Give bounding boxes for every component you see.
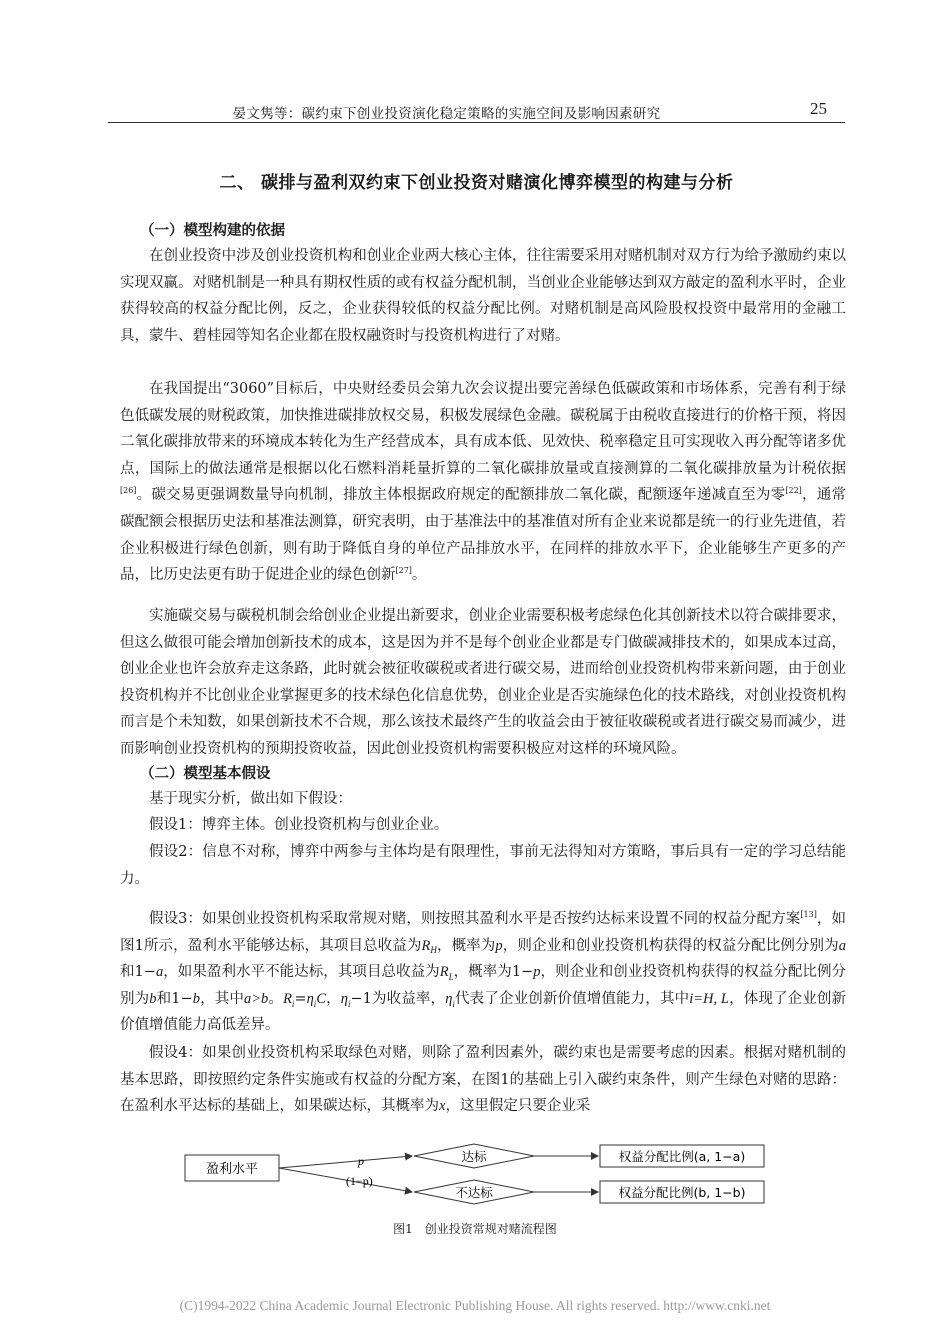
p7-text-h: ，则企业和创业投资机构获得的权益分配比例分别为 bbox=[120, 964, 847, 1007]
paragraph-3: 实施碳交易与碳税机制会给创业企业提出新要求，创业企业需要积极考虑绿色化其创新技术以符合碳排要求，但这么做很可能会增加创新技术的成本，这是因为并不是每个创业企业都是专门做碳减排技术的，如果成本过高，创业企业也许会放弃走这条路，此时就会被征收碳税或者进行碳交易，进而给创业投资机构带来新问题，由于创业投资机构并不比创业企业掌握更多的技术绿色化信息优势，创业企业是否实施绿色化的技术路线，对创业投资机构而言是个未知数，如果创新技术不合规，那么该技术最终产生的收益会由于被征收碳税或者进行碳交易而减少，进而影响创业投资机构的预期投资收益，因此创业投资机构需要积极应对这样的环境风险。 bbox=[120, 608, 846, 757]
subheading-model-basis: （一）模型构建的依据 bbox=[140, 222, 285, 239]
p7-text-k: 。 bbox=[268, 990, 284, 1007]
paragraph-assumption-4 bbox=[120, 1040, 846, 1120]
p7-text-c: ，概率为 bbox=[436, 937, 496, 954]
citation-13: [13] bbox=[800, 910, 817, 920]
figure-caption: 图1 创业投资常规对赌流程图 bbox=[393, 1222, 557, 1236]
var-b: b bbox=[192, 990, 200, 1007]
var-sub-i: i bbox=[291, 998, 295, 1009]
top-diamond-label: 达标 bbox=[461, 1149, 487, 1164]
var-p: p bbox=[533, 964, 541, 981]
copyright-footer: (C)1994-2022 China Academic Journal Electronic Publishing House. All rights reserved. http://www.cnki.net bbox=[179, 1298, 771, 1313]
p7-text-l: ， bbox=[325, 990, 341, 1007]
bottom-diamond-label: 不达标 bbox=[455, 1185, 493, 1200]
citation-22: [22] bbox=[785, 486, 802, 496]
var-R: R bbox=[283, 990, 292, 1007]
var-b: b bbox=[149, 990, 157, 1007]
var-C: C bbox=[316, 990, 326, 1007]
var-sub-H: H bbox=[430, 945, 437, 956]
paragraph-2 bbox=[120, 376, 846, 589]
p2-text-d: 。 bbox=[411, 567, 427, 584]
p7-text-a: 假设3：如果创业投资机构采取常规对赌，则按照其盈利水平是否按约达标来设置不同的权益分配方案 bbox=[149, 911, 801, 927]
header-title: 晏文隽等：碳约束下创业投资演化稳定策略的实施空间及影响因素研究 bbox=[232, 106, 661, 122]
var-a: a bbox=[838, 937, 846, 954]
var-sub-i: i bbox=[452, 998, 455, 1009]
condition-a-gt-b: a>b bbox=[243, 990, 269, 1007]
p7-text-d: ，则企业和创业投资机构获得的权益分配比例分别为 bbox=[502, 937, 839, 954]
subheading-assumptions: （二）模型基本假设 bbox=[140, 765, 271, 782]
p7-text-n: 代表了企业创新价值增值能力，其中 bbox=[454, 990, 690, 1007]
paragraph-1: 在创业投资中涉及创业投资机构和创业企业两大核心主体，往往需要采用对赌机制对双方行为给予激励约束以实现双赢。对赌机制是一种具有期权性质的或有权益分配机制，当创业企业能够达到双方敲定的盈利水平时，企业获得较高的权益分配比例，反之，企业获得较低的权益分配比例。对赌机制是高风险股权投资中最常用的金融工具，蒙牛、碧桂园等知名企业都在股权融资时与投资机构进行了对赌。 bbox=[120, 248, 846, 344]
var-x: x bbox=[439, 1098, 446, 1115]
p7-text-e: 和1− bbox=[120, 964, 156, 981]
top-result-label: 权益分配比例(a, 1−a) bbox=[618, 1149, 746, 1164]
var-R: R bbox=[439, 964, 449, 981]
var-R: R bbox=[421, 937, 431, 954]
p7-text-b: ，如图1所示，盈利水平能够达标，其项目总收益为 bbox=[120, 911, 846, 954]
var-p: p bbox=[495, 937, 503, 954]
p8-text-b: ，这里假定只要企业采 bbox=[445, 1098, 591, 1115]
var-eta: η bbox=[445, 990, 453, 1007]
p7-text-m: −1为收益率， bbox=[350, 990, 446, 1007]
p2-text-c: ，通常碳配额会根据历史法和基准法测算，研究表明，由于基准法中的基准值对所有企业来说都是统一的行业先进值，若企业积极进行绿色创新，则有助于降低自身的单位产品排放水平，在同样的排放水平下，企业能够生产更多的产品，比历史法更有助于促进企业的绿色创新 bbox=[120, 487, 847, 584]
running-header bbox=[108, 96, 845, 123]
p2-text-b: 。碳交易更强调数量导向机制，排放主体根据政府规定的配额排放二氧化碳，配额逐年递减直至为零 bbox=[136, 487, 786, 504]
bottom-result-label: 权益分配比例(b, 1−b) bbox=[618, 1185, 746, 1200]
paragraph-assumption-1: 假设1：博弈主体。创业投资机构与创业企业。 bbox=[149, 817, 449, 833]
paragraph-assumption-3 bbox=[120, 906, 846, 1039]
var-sub-L: L bbox=[448, 972, 454, 983]
citation-26: [26] bbox=[120, 486, 137, 496]
p7-text-i: 和1− bbox=[156, 990, 193, 1007]
p7-text-o: ，体现了企业创新价值增值能力高低差异。 bbox=[120, 990, 847, 1034]
p2-text-a: 在我国提出“3060”目标后，中央财经委员会第九次会议提出要完善绿色低碳政策和市场体系，完善有利于绿色低碳发展的财税政策，加快推进碳排放权交易，积极发展绿色金融。碳税属于由税收直接进行的价格干预，将因二氧化碳排放带来的环境成本转化为生产经营成本，具有成本低、见效快、税率稳定且可实现收入再分配等诸多优点，国际上的做法通常是根据以化石燃料消耗量折算的二氧化碳排放量或直接测算的二氧化碳排放量为计税依据 bbox=[120, 381, 846, 477]
paragraph-4: 基于现实分析，做出如下假设： bbox=[149, 791, 352, 807]
equals-sign: = bbox=[294, 990, 307, 1007]
start-label: 盈利水平 bbox=[205, 1162, 259, 1177]
p7-text-j: ，其中 bbox=[199, 990, 244, 1007]
prob-bottom-label: (1−p) bbox=[346, 1174, 373, 1188]
citation-27: [27] bbox=[395, 566, 412, 576]
flowchart-figure bbox=[180, 1143, 780, 1211]
section-title: 二、 碳排与盈利双约束下创业投资对赌演化博弈模型的构建与分析 bbox=[219, 173, 734, 193]
var-eta: η bbox=[340, 990, 348, 1007]
var-sub-i: i bbox=[313, 998, 317, 1009]
var-eta: η bbox=[306, 990, 314, 1007]
prob-top-label: p bbox=[358, 1154, 364, 1168]
var-i-HL: i=H, L bbox=[689, 990, 729, 1007]
paragraph-assumption-2: 假设2：信息不对称，博弈中两参与主体均是有限理性，事前无法得知对方策略，事后具有一定的学习总结能力。 bbox=[120, 844, 846, 887]
var-a: a bbox=[155, 964, 164, 981]
arrow-top bbox=[279, 1156, 412, 1168]
p7-text-g: ，概率为1− bbox=[453, 964, 534, 981]
var-sub-i: i bbox=[347, 998, 351, 1009]
page-number: 25 bbox=[810, 99, 827, 118]
p7-text-f: ，如果盈利水平不能达标，其项目总收益为 bbox=[163, 964, 440, 981]
p8-text-a: 假设4：如果创业投资机构采取绿色对赌，则除了盈利因素外，碳约束也是需要考虑的因素。根据对赌机制的基本思路，即按照约定条件实施或有权益的分配方案，在图1的基础上引入碳约束条件，则产生绿色对赌的思路：在盈利水平达标的基础上，如果碳达标，其概率为 bbox=[120, 1045, 846, 1115]
